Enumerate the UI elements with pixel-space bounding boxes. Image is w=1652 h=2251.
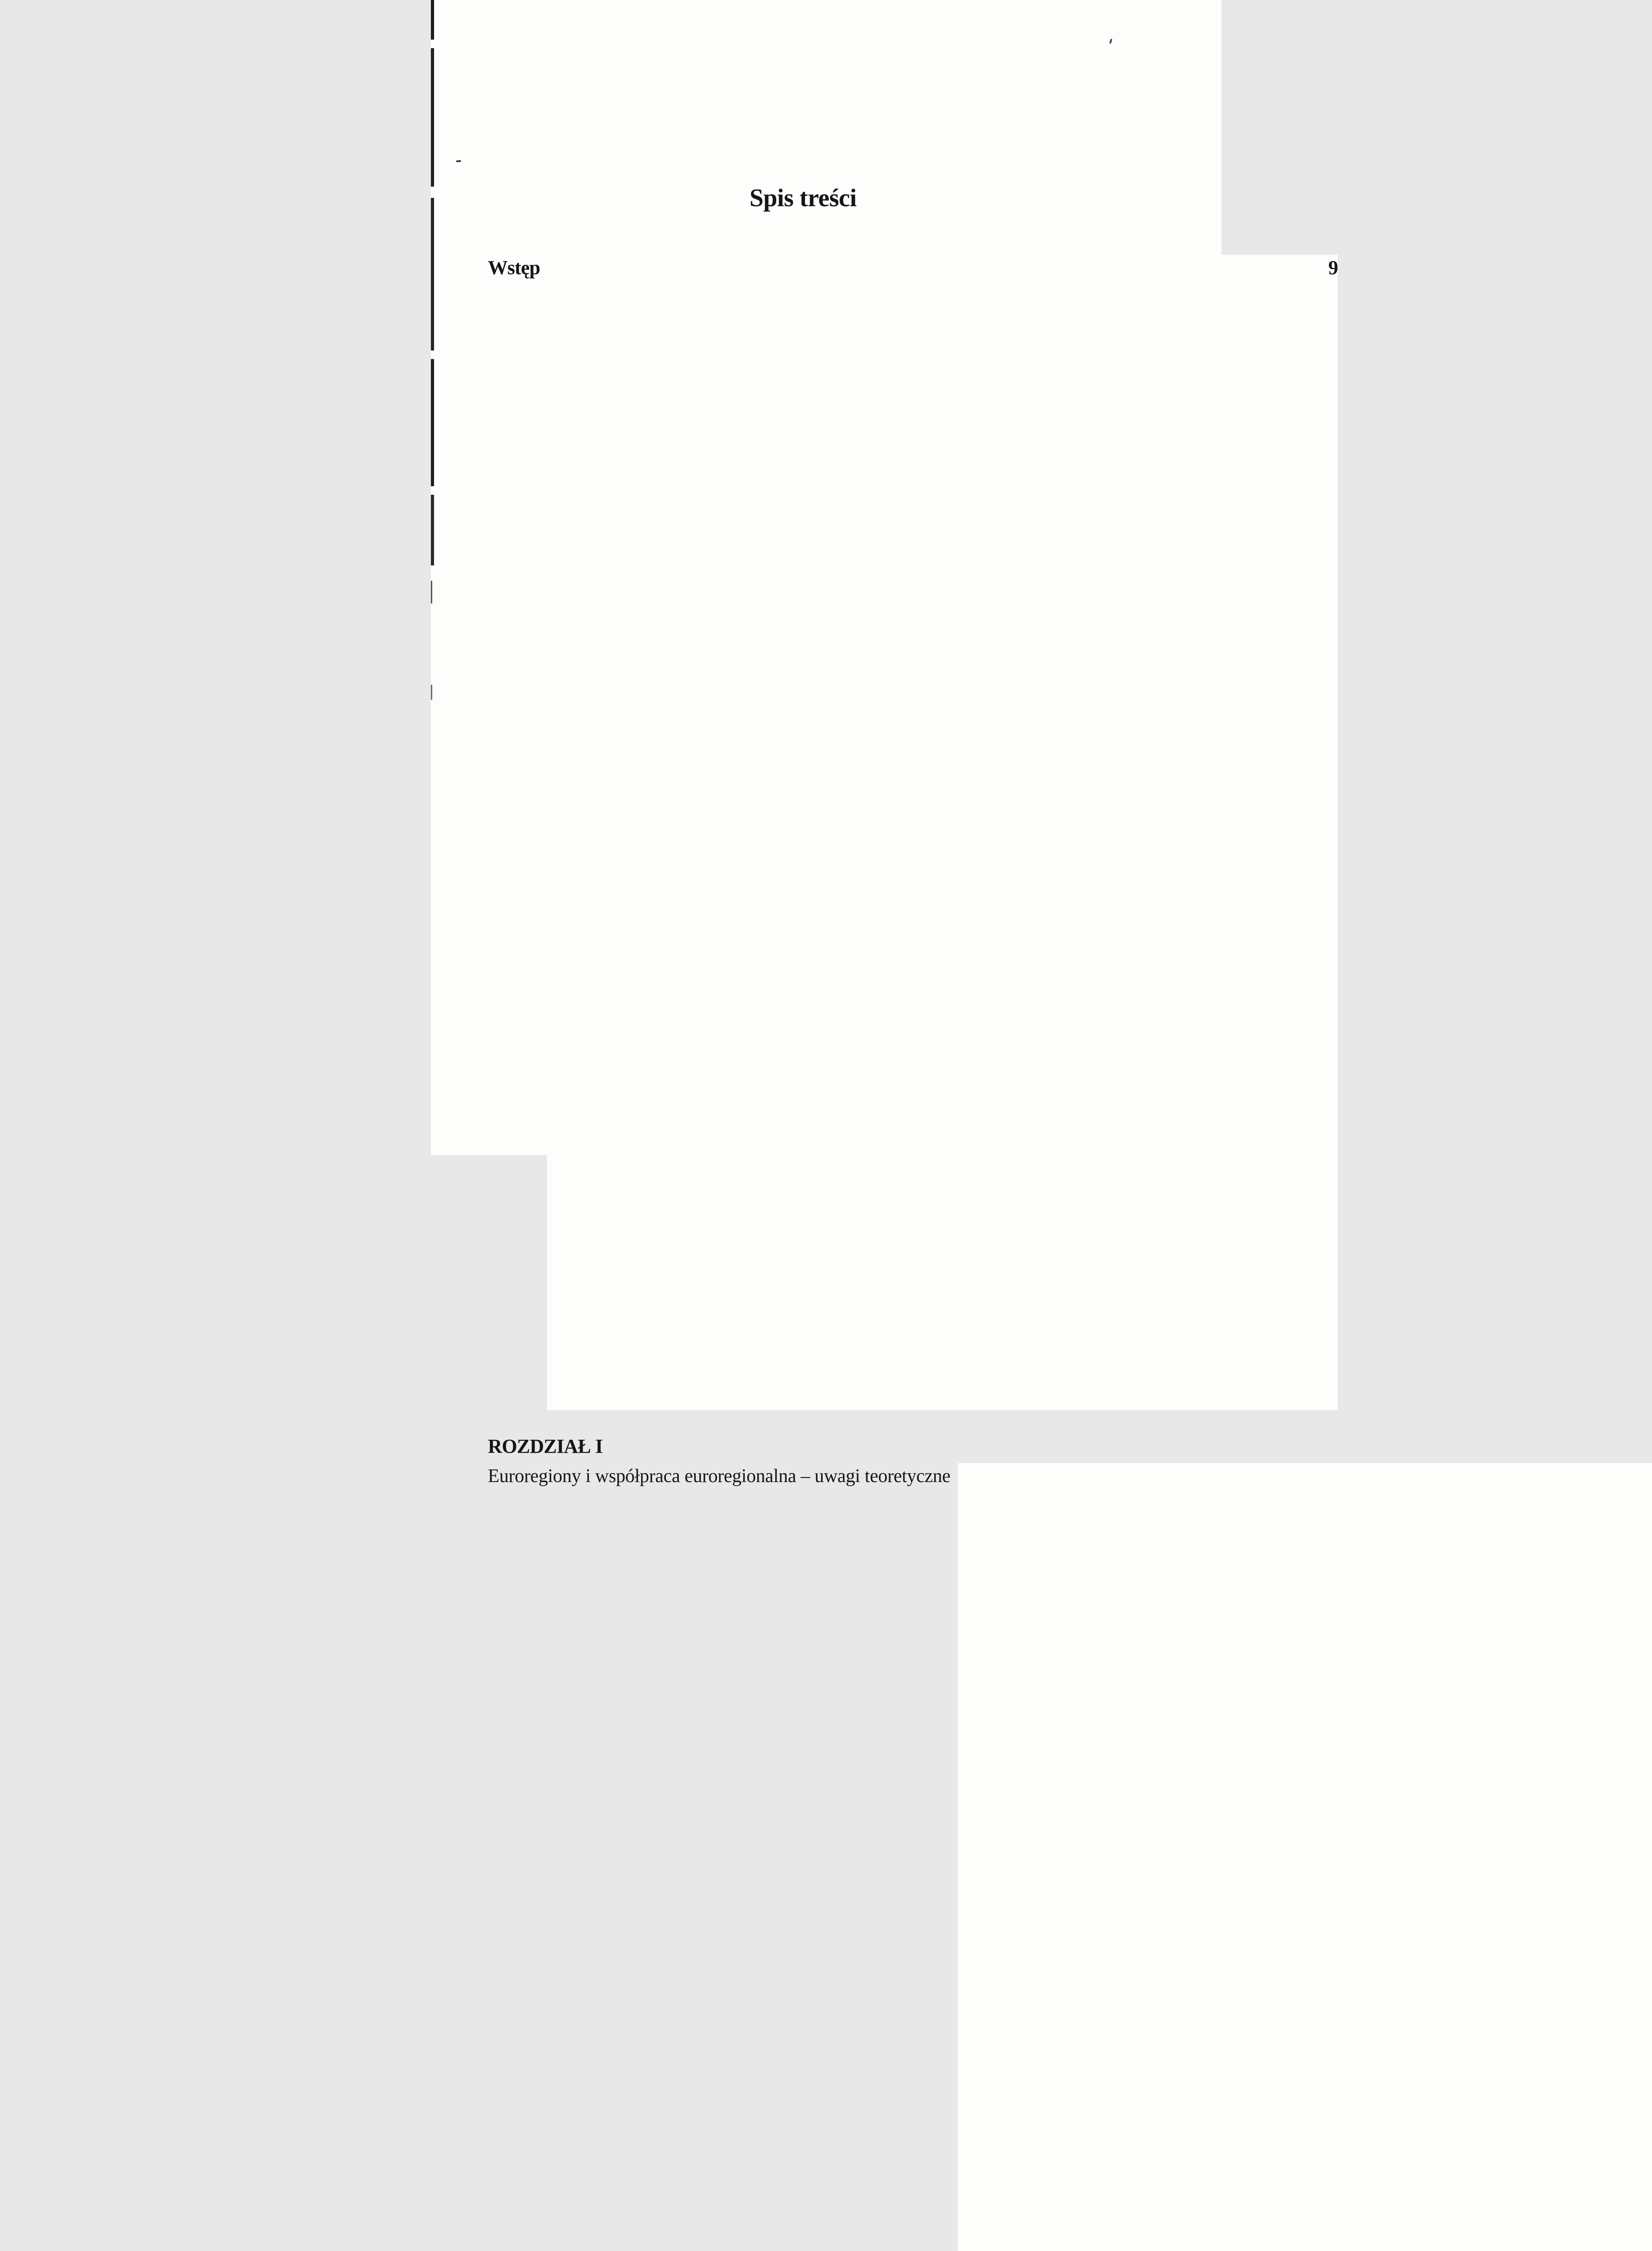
page-number: 9: [547, 255, 1338, 1410]
scan-artifact-speck: [1109, 39, 1112, 44]
scan-artifact-dash: [456, 160, 461, 163]
chapter-title-row: [488, 1463, 1147, 2251]
scanned-book-page: [431, 0, 1338, 1487]
table-of-contents: [488, 255, 1338, 2251]
scan-artifact-left-edge-lower: [431, 581, 432, 770]
toc-entry-label: Wstęp: [488, 257, 540, 279]
page-title: Spis treści: [749, 184, 857, 212]
toc-row-intro: [488, 255, 1338, 1410]
chapter-heading: [488, 1433, 1147, 1460]
page-number: [958, 1463, 1652, 2251]
toc-entry-label: Euroregiony i współpraca euroregionalna – uwagi teoretyczne: [488, 1466, 950, 1487]
scan-artifact-left-edge: [431, 0, 434, 565]
toc-entry-label: ROZDZIAŁ I: [488, 1435, 603, 1457]
